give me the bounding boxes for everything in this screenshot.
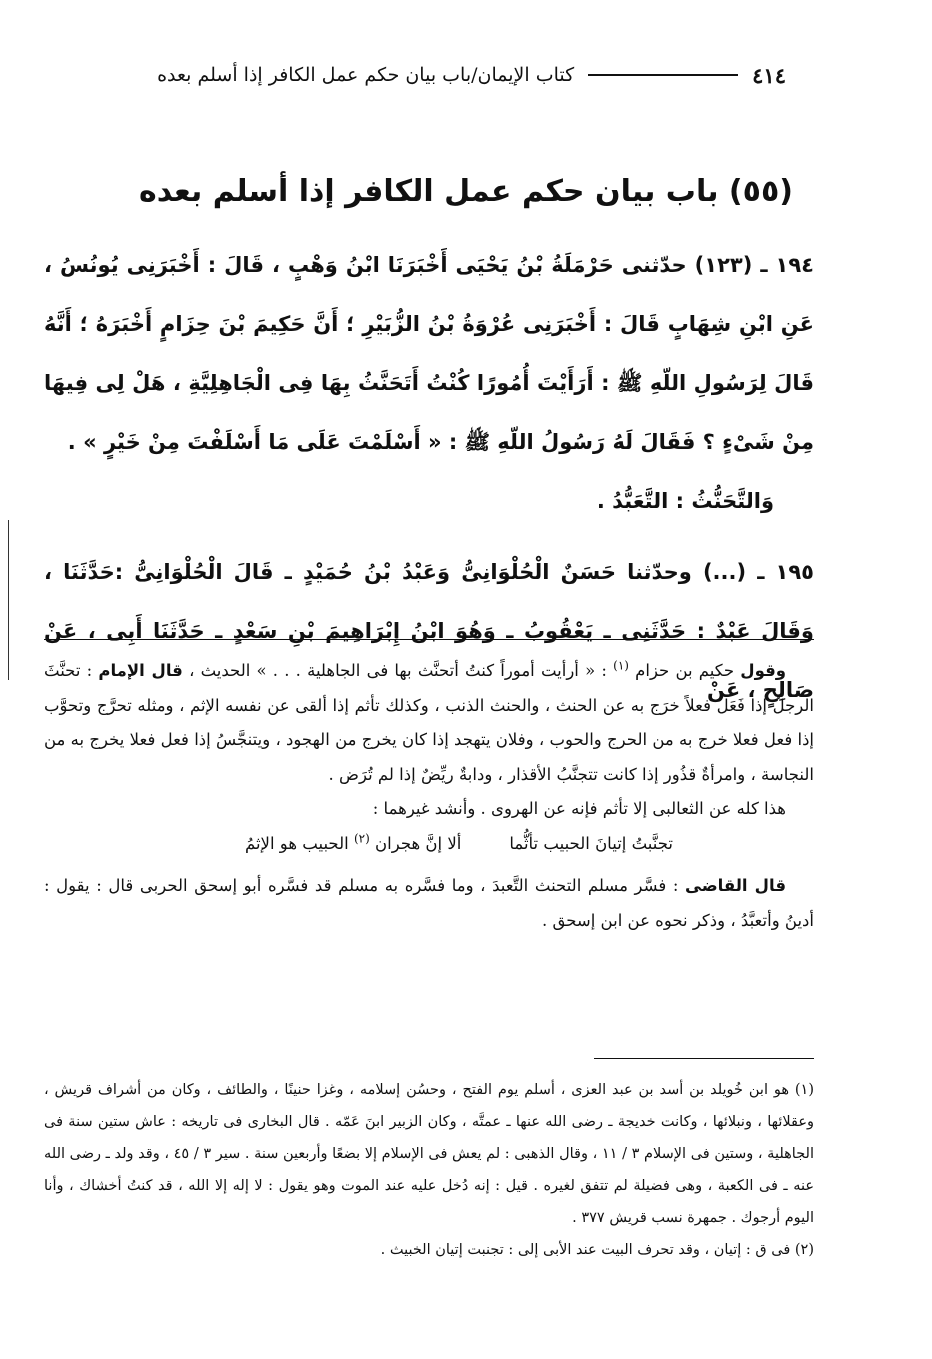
- running-title: كتاب الإيمان/باب بيان حكم عمل الكافر إذا أسلم بعده: [157, 64, 575, 86]
- hadith-text: [44, 236, 814, 720]
- imam-label: قال الإمام: [98, 661, 183, 680]
- chapter-title: (٥٥) باب بيان حكم عمل الكافر إذا أسلم بعده: [139, 174, 793, 209]
- verse-first-hemistich: تجنَّبتُ إتيانَ الحبيب تأثُّما: [509, 833, 674, 853]
- hadith-gloss: وَالتَّحَنُّثُ : التَّعَبُّدُ .: [596, 489, 774, 513]
- hadith-194: ١٩٤ ـ (١٢٣) حدّثنى حَرْمَلَةُ بْنُ يَحْيَى أَخْبَرَنَا ابْنُ وَهْبٍ ، قَالَ : أَخْبَرَنِى يُونُسُ ، عَنِ ابْنِ شِهَابٍ قَالَ : أَخْبَرَنِى عُرْوَةُ بْنُ الزُّبَيْرِ ؛ أَنَّ حَكِيمَ بْنَ حِزَامٍ أَخْبَرَهُ ؛ أَنَّهُ قَالَ لِرَسُولِ اللّهِ ﷺ : أَرَأَيْتَ أُمُورًا كُنْتُ أَتَحَنَّثُ بِهَا فِى الْجَاهِلِيَّةِ ، هَلْ لِى فِيهَا مِنْ شَىْءٍ ؟ فَقَالَ لَهُ رَسُولُ اللّهِ ﷺ : « أَسْلَمْتَ عَلَى مَا أَسْلَفْتَ مِنْ خَيْرٍ » .: [44, 253, 814, 454]
- footnote-1: (١) هو ابن خُويلد بن أسد بن عبد العزى ، أسلم يوم الفتح ، وحسُن إسلامه ، وغزا حنينًا ، والطائف ، وكان من أشراف قريش ، وعقلائها ، ونبلائها ، وكانت خديجة ـ رضى الله عنها ـ عمتَّه ، وكان الزبير ابنَ عَمّه . قال البخارى فى تاريخه : عاش ستين سنة فى الجاهلية ، وستين فى الإسلام ٣ / ١١ ، وقال الذهبى : لم يعش فى الإسلام إلا بضعًا وأربعين سنة . سير ٣ / ٤٥ ، وقد ولد ـ رضى الله عنه ـ فى الكعبة ، وهى فضيلة لم تتفق لغيره . قيل : إنه دُخل عليه عند الموت وهو يقول : لا إله إلا الله ، قد كنتُ أخشاك ، وأنا اليوم أرجوك . جمهرة نسب قريش ٣٧٧ .: [44, 1082, 814, 1226]
- page-number: ٤١٤: [752, 62, 786, 88]
- footnote-rule: [594, 1058, 814, 1059]
- running-header: [28, 60, 786, 90]
- commentary-label: وقول: [740, 661, 787, 680]
- header-rule: [588, 74, 738, 76]
- footnotes: [44, 1074, 814, 1266]
- verse-second-hemistich: ألا إنَّ هجران $^{(٢)}$ الحبيب هو الإثمُ: [244, 831, 462, 853]
- footnote-ref-2: (٢): [353, 831, 370, 845]
- text-divider: [44, 639, 814, 640]
- qadi-paragraph: قال القاضى : فسَّر مسلم التحنث التَّعبدَ ، وما فسَّره به مسلم قد فسَّره أبو إسحق الحربى قال : يقول : أدينُ وأتعبَّدُ ، وذكر نحوه عن ابن إسحق .: [44, 876, 814, 930]
- footnote-2: (٢) فى ق : إتيان ، وقد تحرف البيت عند الأبى إلى : تجنبت إتيان الخبيث .: [380, 1242, 814, 1258]
- hadith-195: ١٩٥ ـ (...) وحدّثنا حَسَنٌ الْحُلْوَانِىُّ وَعَبْدُ بْنُ حُمَيْدٍ ـ قَالَ الْحُلْوَانِىُّ :حَدَّثَنَا ، وَقَالَ عَبْدٌ : حَدَّثَنِى ـ يَعْقُوبُ ـ وَهُوَ ابْنُ إِبْرَاهِيمَ بْنِ سَعْدٍ ـ حَدَّثَنَا أَبِى ، عَنْ صَالِحٍ ، عَنْ: [44, 560, 814, 702]
- margin-line: [8, 520, 9, 680]
- commentary-paragraph-2: هذا كله عن الثعالبى إلا تأثم فإنه عن الهروى . وأنشد غيرهما :: [372, 799, 786, 818]
- commentary: [44, 654, 814, 938]
- qadi-label: قال القاضى: [685, 876, 786, 895]
- poem-verse: [44, 827, 814, 862]
- footnote-ref-1: (١): [613, 658, 629, 673]
- commentary-paragraph-1: وقول حكيم بن حزام $^{(١)}$ : « أرأيت أموراً كنتُ أتحنَّث بها فى الجاهلية . . . » الحديث ، قال الإمام : تحنَّثَ الرجلُ إذا فَعَل فعلاً خرَج به عن الحنث ، والحنث الذنب ، وكذلك تأثم إذا ألقى عن نفسه الإثم ، ومثله تحرَّج وتحوَّب إذا فعل فعلا خرج به من الحرج والحوب ، وفلان يتهجد إذا كان يخرج من الهجود ، ويتنجَّسُ إذا فعل فعلا يخرج به من النجاسة ، وامرأةٌ قذُور إذا كانت تتجنَّبُ الأقذار ، ودابةٌ ريِّضٌ إذا لم تُرَض .: [44, 658, 814, 784]
